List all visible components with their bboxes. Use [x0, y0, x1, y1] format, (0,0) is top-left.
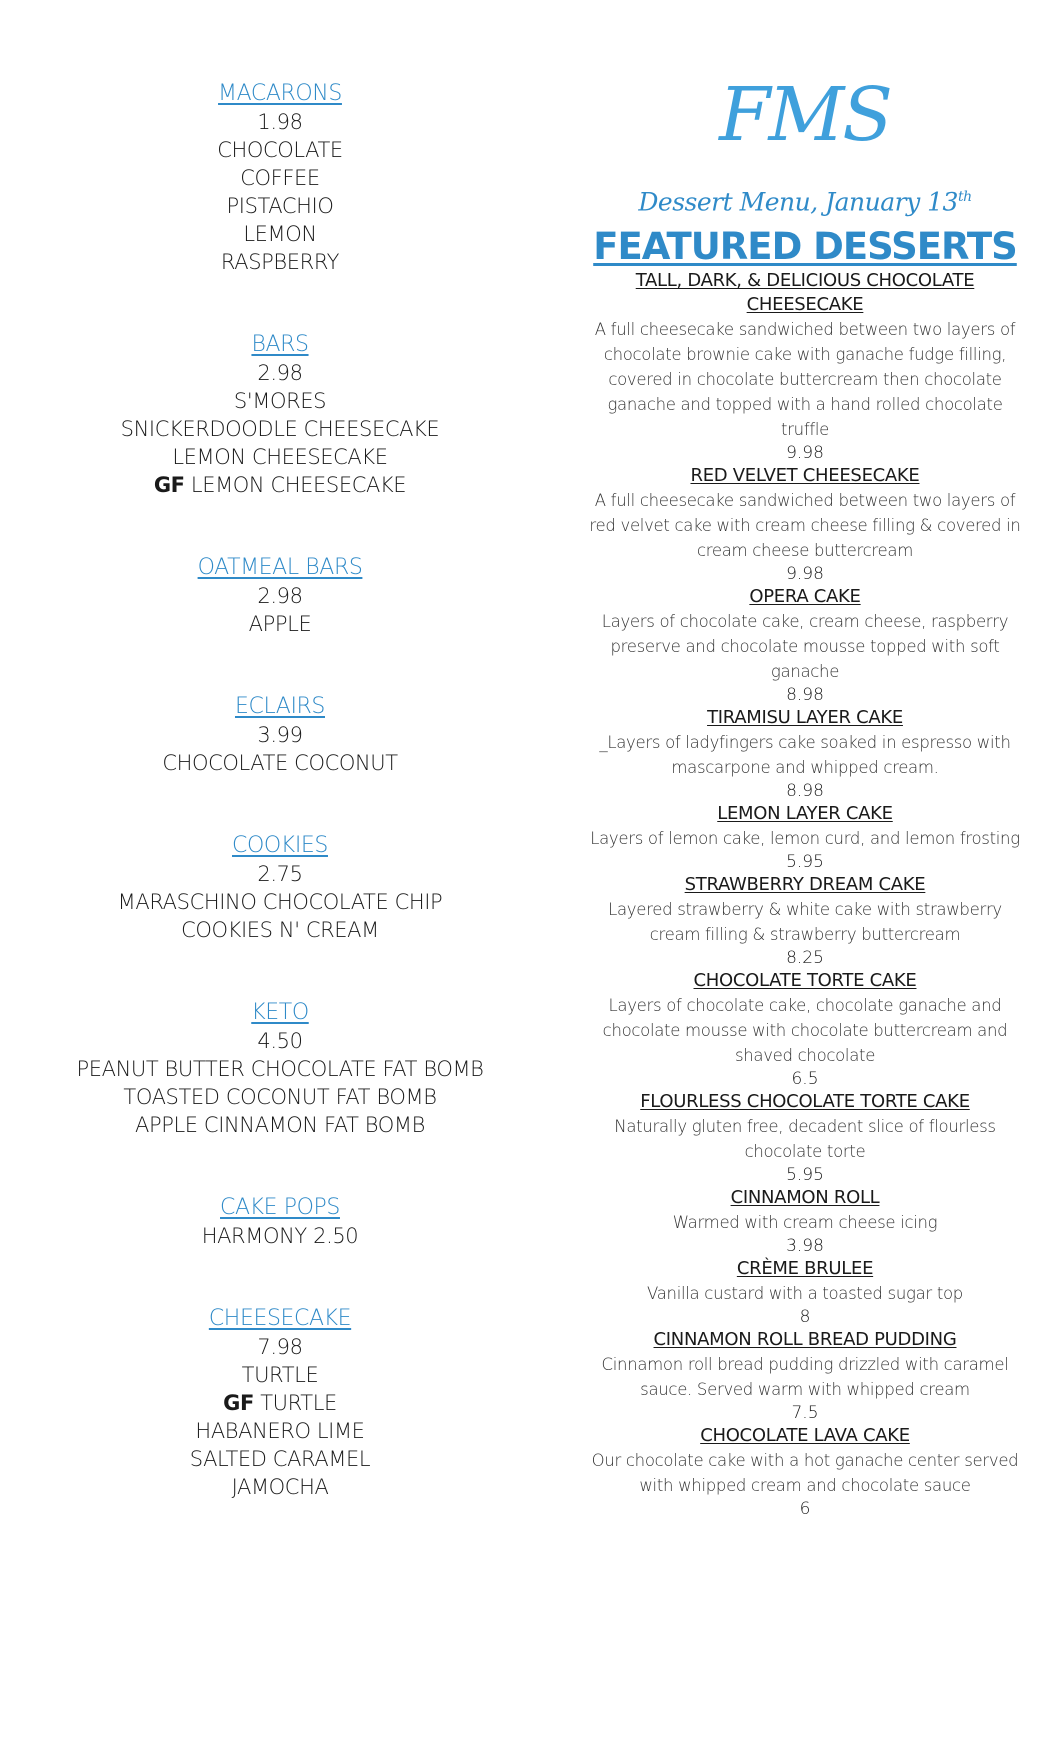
- item-text: RASPBERRY: [220, 250, 340, 274]
- category-item: [60, 220, 500, 248]
- dessert-price: 5.95: [786, 852, 824, 873]
- dessert-description: Cinnamon roll bread pudding drizzled with caramel sauce. Served warm with whipped cream: [601, 1355, 1009, 1400]
- category-item: [60, 1222, 500, 1250]
- dessert-description: _Layers of ladyfingers cake soaked in espresso with mascarpone and whipped cream.: [599, 733, 1011, 778]
- category-section: [60, 1305, 500, 1501]
- category-heading: KETO: [251, 1000, 309, 1025]
- item-text: TURTLE: [260, 1391, 337, 1415]
- category-section: [60, 832, 500, 944]
- dessert-item: [585, 1186, 1025, 1257]
- category-item: [60, 1055, 500, 1083]
- category-item: [60, 192, 500, 220]
- item-text: CHOCOLATE COCONUT: [162, 751, 398, 775]
- category-price: 3.99: [257, 723, 303, 747]
- dessert-item: [585, 706, 1025, 802]
- subtitle-text: Dessert Menu, January 13: [638, 187, 958, 217]
- category-section: [60, 1194, 500, 1250]
- category-item: [60, 387, 500, 415]
- item-text: TOASTED COCONUT FAT BOMB: [123, 1085, 437, 1109]
- category-price: 7.98: [257, 1335, 303, 1359]
- gf-label: GF: [223, 1391, 254, 1415]
- category-section: [60, 554, 500, 638]
- category-heading: BARS: [251, 332, 309, 357]
- category-menu: [60, 80, 500, 1556]
- category-heading: CHEESECAKE: [208, 1306, 352, 1331]
- item-text: S'MORES: [233, 389, 327, 413]
- dessert-description: Layers of chocolate cake, cream cheese, raspberry preserve and chocolate mousse topped with soft ganache: [601, 612, 1009, 682]
- item-text: MARASCHINO CHOCOLATE CHIP: [117, 890, 443, 914]
- category-item: [60, 916, 500, 944]
- category-price: 4.50: [257, 1029, 303, 1053]
- category-heading: ECLAIRS: [234, 694, 325, 719]
- item-text: LEMON CHEESECAKE: [172, 445, 388, 469]
- item-text: SNICKERDOODLE CHEESECAKE: [120, 417, 440, 441]
- dessert-item: [585, 269, 1025, 464]
- subtitle-suffix: th: [957, 189, 972, 205]
- dessert-item: [585, 1328, 1025, 1424]
- dessert-item: [585, 873, 1025, 969]
- category-price: 2.98: [257, 584, 303, 608]
- category-item: [60, 1417, 500, 1445]
- item-text: LEMON CHEESECAKE: [190, 473, 407, 497]
- dessert-item: [585, 585, 1025, 706]
- category-item: [60, 471, 500, 499]
- category-item: [60, 749, 500, 777]
- fms-logo: FMS: [719, 72, 891, 158]
- dessert-description: Naturally gluten free, decadent slice of flourless chocolate torte: [614, 1117, 996, 1162]
- dessert-name: TALL, DARK, & DELICIOUS CHOCOLATE CHEESECAKE: [635, 270, 975, 316]
- category-heading: OATMEAL BARS: [197, 555, 363, 580]
- featured-menu: [585, 70, 1025, 1520]
- dessert-name: OPERA CAKE: [749, 586, 861, 608]
- dessert-item: [585, 802, 1025, 873]
- dessert-description: A full cheesecake sandwiched between two layers of red velvet cake with cream cheese filling & covered in cream cheese buttercream: [589, 491, 1021, 561]
- item-text: HABANERO LIME: [195, 1419, 365, 1443]
- item-text: PISTACHIO: [226, 194, 334, 218]
- dessert-description: Layers of chocolate cake, chocolate ganache and chocolate mousse with chocolate buttercream and shaved chocolate: [602, 996, 1008, 1066]
- dessert-item: [585, 969, 1025, 1090]
- category-item: [60, 1445, 500, 1473]
- category-heading: CAKE POPS: [220, 1195, 340, 1220]
- dessert-name: CINNAMON ROLL: [730, 1187, 880, 1209]
- dessert-price: 5.95: [786, 1165, 824, 1186]
- item-text: JAMOCHA: [231, 1475, 329, 1499]
- item-text: TURTLE: [241, 1363, 319, 1387]
- dessert-price: 8.98: [786, 781, 824, 802]
- category-item: [60, 1083, 500, 1111]
- dessert-name: LEMON LAYER CAKE: [717, 803, 893, 825]
- dessert-item: [585, 1090, 1025, 1186]
- dessert-description: Layers of lemon cake, lemon curd, and lemon frosting: [590, 829, 1020, 849]
- dessert-description: A full cheesecake sandwiched between two layers of chocolate brownie cake with ganache fudge filling, covered in chocolate buttercream then chocolate ganache and topped with a hand rolled chocolate truffle: [594, 320, 1016, 440]
- dessert-price: 8: [799, 1307, 811, 1328]
- dessert-item: [585, 464, 1025, 585]
- dessert-name: CHOCOLATE LAVA CAKE: [700, 1425, 910, 1447]
- category-price: 1.98: [257, 110, 303, 134]
- item-text: APPLE: [248, 612, 312, 636]
- category-section: [60, 693, 500, 777]
- dessert-name: TIRAMISU LAYER CAKE: [707, 707, 903, 729]
- item-text: SALTED CARAMEL: [189, 1447, 371, 1471]
- category-price: 2.75: [257, 862, 303, 886]
- item-text: PEANUT BUTTER CHOCOLATE FAT BOMB: [76, 1057, 484, 1081]
- dessert-name: CHOCOLATE TORTE CAKE: [693, 970, 917, 992]
- dessert-price: 8.98: [786, 685, 824, 706]
- item-text: LEMON: [243, 222, 317, 246]
- item-text: APPLE CINNAMON FAT BOMB: [135, 1113, 425, 1137]
- dessert-price: 6.5: [791, 1069, 819, 1090]
- category-item: [60, 248, 500, 276]
- category-item: [60, 1361, 500, 1389]
- category-price: 2.98: [257, 361, 303, 385]
- dessert-item: [585, 1424, 1025, 1520]
- dessert-name: CRÈME BRULEE: [736, 1258, 874, 1280]
- category-item: [60, 136, 500, 164]
- category-heading: COOKIES: [232, 833, 328, 858]
- dessert-description: Layered strawberry & white cake with strawberry cream filling & strawberry buttercream: [608, 900, 1002, 945]
- category-item: [60, 1473, 500, 1501]
- dessert-name: CINNAMON ROLL BREAD PUDDING: [653, 1329, 957, 1351]
- dessert-price: 6: [799, 1499, 811, 1520]
- category-item: [60, 888, 500, 916]
- dessert-description: Our chocolate cake with a hot ganache center served with whipped cream and chocolate sauce: [591, 1451, 1019, 1496]
- category-item: [60, 1389, 500, 1417]
- item-text: CHOCOLATE: [217, 138, 343, 162]
- category-section: [60, 999, 500, 1139]
- dessert-name: FLOURLESS CHOCOLATE TORTE CAKE: [640, 1091, 970, 1113]
- dessert-item: [585, 1257, 1025, 1328]
- gf-label: GF: [153, 473, 185, 497]
- item-text: COFFEE: [240, 166, 320, 190]
- category-item: [60, 164, 500, 192]
- category-section: [60, 331, 500, 499]
- dessert-name: STRAWBERRY DREAM CAKE: [684, 874, 926, 896]
- item-text: COOKIES N' CREAM: [181, 918, 379, 942]
- dessert-name: RED VELVET CHEESECAKE: [690, 465, 920, 487]
- featured-title: FEATURED DESSERTS: [593, 225, 1017, 269]
- category-item: [60, 1111, 500, 1139]
- category-item: [60, 443, 500, 471]
- dessert-description: Vanilla custard with a toasted sugar top: [647, 1284, 963, 1304]
- menu-subtitle: [585, 180, 1025, 219]
- dessert-description: Warmed with cream cheese icing: [672, 1213, 938, 1233]
- dessert-price: 3.98: [786, 1236, 824, 1257]
- category-item: [60, 610, 500, 638]
- category-heading: MACARONS: [218, 81, 342, 106]
- dessert-price: 7.5: [791, 1403, 819, 1424]
- category-item: [60, 415, 500, 443]
- category-section: [60, 80, 500, 276]
- dessert-price: 8.25: [786, 948, 824, 969]
- dessert-price: 9.98: [786, 443, 824, 464]
- dessert-price: 9.98: [786, 564, 824, 585]
- item-text: HARMONY 2.50: [201, 1224, 359, 1248]
